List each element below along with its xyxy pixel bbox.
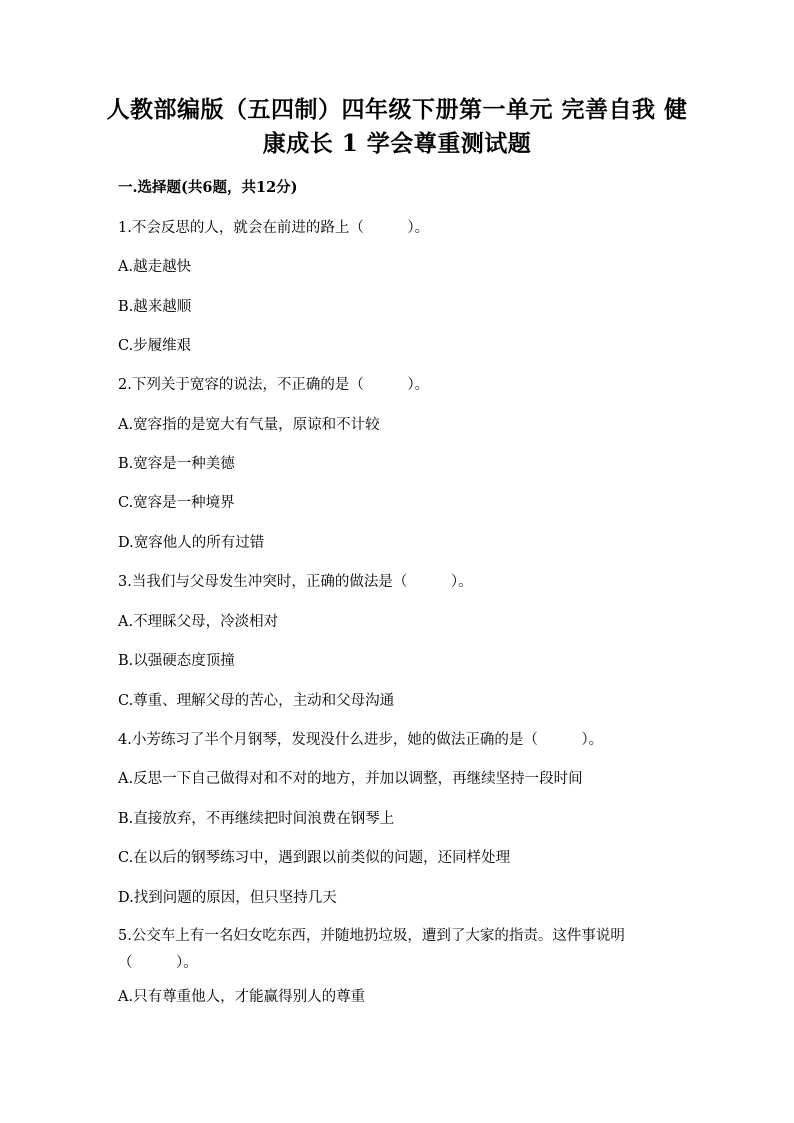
option-a: A.越走越快 (118, 259, 192, 275)
question-stem: 3.当我们与父母发生冲突时，正确的做法是（ ）。 (118, 574, 473, 590)
question-stem: 5.公交车上有一名妇女吃东西，并随地扔垃圾，遭到了大家的指责。这件事说明（ ）。 (118, 928, 625, 971)
option-c: C.在以后的钢琴练习中，遇到跟以前类似的问题，还同样处理 (118, 850, 511, 866)
option-d: D.找到问题的原因，但只坚持几天 (118, 890, 337, 906)
option-a: A.只有尊重他人，才能赢得别人的尊重 (118, 989, 366, 1005)
option-a: A.反思一下自己做得对和不对的地方，并加以调整，再继续坚持一段时间 (118, 771, 583, 787)
option-c: C.尊重、理解父母的苦心，主动和父母沟通 (118, 693, 395, 709)
option-a: A.不理睬父母，冷淡相对 (118, 614, 279, 630)
section-heading: 一.选择题(共6题，共12分) (118, 179, 298, 196)
question-stem: 2.下列关于宽容的说法，不正确的是（ ）。 (118, 377, 430, 393)
option-c: C.步履维艰 (118, 338, 192, 354)
page-title: 人教部编版（五四制）四年级下册第一单元 完善自我 健康成长 1 学会尊重测试题 (106, 96, 688, 157)
question-stem: 4.小芳练习了半个月钢琴，发现没什么进步，她的做法正确的是（ ）。 (118, 732, 604, 748)
option-b: B.以强硬态度顶撞 (118, 653, 235, 669)
option-c: C.宽容是一种境界 (118, 495, 235, 511)
question-stem: 1.不会反思的人，就会在前进的路上（ ）。 (118, 220, 430, 236)
option-b: B.直接放弃，不再继续把时间浪费在钢琴上 (118, 811, 395, 827)
option-b: B.越来越顺 (118, 299, 192, 315)
option-b: B.宽容是一种美德 (118, 456, 235, 472)
option-a: A.宽容指的是宽大有气量，原谅和不计较 (118, 417, 380, 433)
option-d: D.宽容他人的所有过错 (118, 535, 265, 551)
